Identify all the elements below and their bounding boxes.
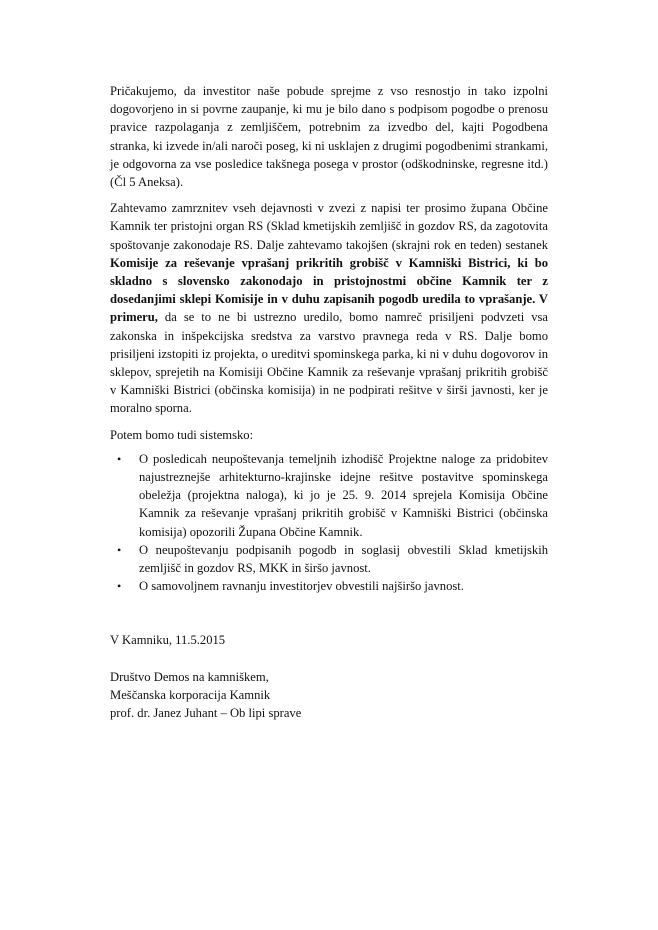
- bullet-icon: •: [117, 451, 122, 466]
- bullet-icon: •: [117, 542, 122, 557]
- list-item: [110, 577, 548, 595]
- place-date: V Kamniku, 11.5.2015: [110, 633, 226, 648]
- signature-block: [110, 631, 548, 722]
- paragraph-expectations: Pričakujemo, da investitor naše pobude sprejme z vso resnostjo in tako izpolni dogovorjeno in si povrne zaupanje, ki mu je bilo dano s podpisom pogodbe o prenosu pravice razpolaganja z zemljiščem, potrebnim za izvedbo del, kajti Pogodbena stranka, ki izvede in/ali naroči poseg, ki ni usklajen z drugimi pogodbenimi strankami, je odgovorna za vse posledice takšnega posega v prostor (odškodninske, regresne itd.) (Čl 5 Aneksa).: [110, 84, 548, 190]
- signatory-2: Meščanska korporacija Kamnik: [110, 687, 271, 702]
- demands-bold-text-2: ki bo skladno s slovensko zakonodajo in pristojnostmi občine Kamnik ter z dosedanjimi sklepi Komisije in v duhu zapisanih pogodb uredila to vprašanje. V primeru,: [110, 255, 548, 325]
- list-item-text: O neupoštevanju podpisanih pogodb in soglasij obvestili Sklad kmetijskih zemljišč in gozdov RS, MKK in širšo javnost.: [139, 542, 548, 576]
- spacer: [110, 595, 548, 631]
- demands-text-3: da se to ne bi ustrezno uredilo, bomo namreč prisiljeni podvzeti vsa zakonska in inšpekcijska sredstva za varstvo pravnega reda v RS. Dalje bomo prisiljeni izstopiti iz projekta, o ureditvi spominskega parka, ki ni v duhu dogovorov in sklepov, sprejetih na Komisiji Občine Kamnik za reševanje vprašanj prikritih grobišč v Kamniški Bistrici (občinska komisija) in ne podpirati rešitve v širši javnosti, ker je moralno sporna.: [110, 310, 548, 416]
- list-item-text: O posledicah neupoštevanja temeljnih izhodišč Projektne naloge za pridobitev najustreznejše arhitekturno-krajinske idejne rešitve postavitve spominskega obeležja (projektna naloga), ki jo je 25. 9. 2014 sprejela Komisija Občine Kamnik za reševanje vprašanj prikritih grobišč v Kamniški Bistrici (občinska komisija) opozorili Župana Občine Kamnik.: [139, 451, 548, 539]
- list-item: [110, 541, 548, 577]
- paragraph-demands: [110, 199, 548, 417]
- list-item: [110, 450, 548, 541]
- demands-text-1: Zahtevamo zamrznitev vseh dejavnosti v zvezi z napisi ter prosimo župana Občine Kamnik ter pristojni organ RS (Sklad kmetijskih zemljišč in gozdov RS, da zagotovita spoštovanje zakonodaje RS. Dalje zahtevamo takojšen (skrajni rok en teden) sestanek: [110, 201, 548, 252]
- commission-bold-text: Komisije za reševanje vprašanj prikritih grobišč v Kamniški Bistrici,: [110, 255, 511, 270]
- paragraph-systemic: Potem bomo tudi sistemsko:: [110, 427, 254, 442]
- signatory-3: prof. dr. Janez Juhant – Ob lipi sprave: [110, 706, 302, 721]
- bullet-icon: •: [117, 579, 122, 594]
- document-page: [110, 82, 548, 722]
- spacer: [110, 650, 548, 668]
- action-list: [110, 450, 548, 596]
- list-item-text: O samovoljnem ravnanju investitorjev obvestili najširšo javnost.: [139, 579, 464, 594]
- signatory-1: Društvo Demos na kamniškem,: [110, 669, 269, 684]
